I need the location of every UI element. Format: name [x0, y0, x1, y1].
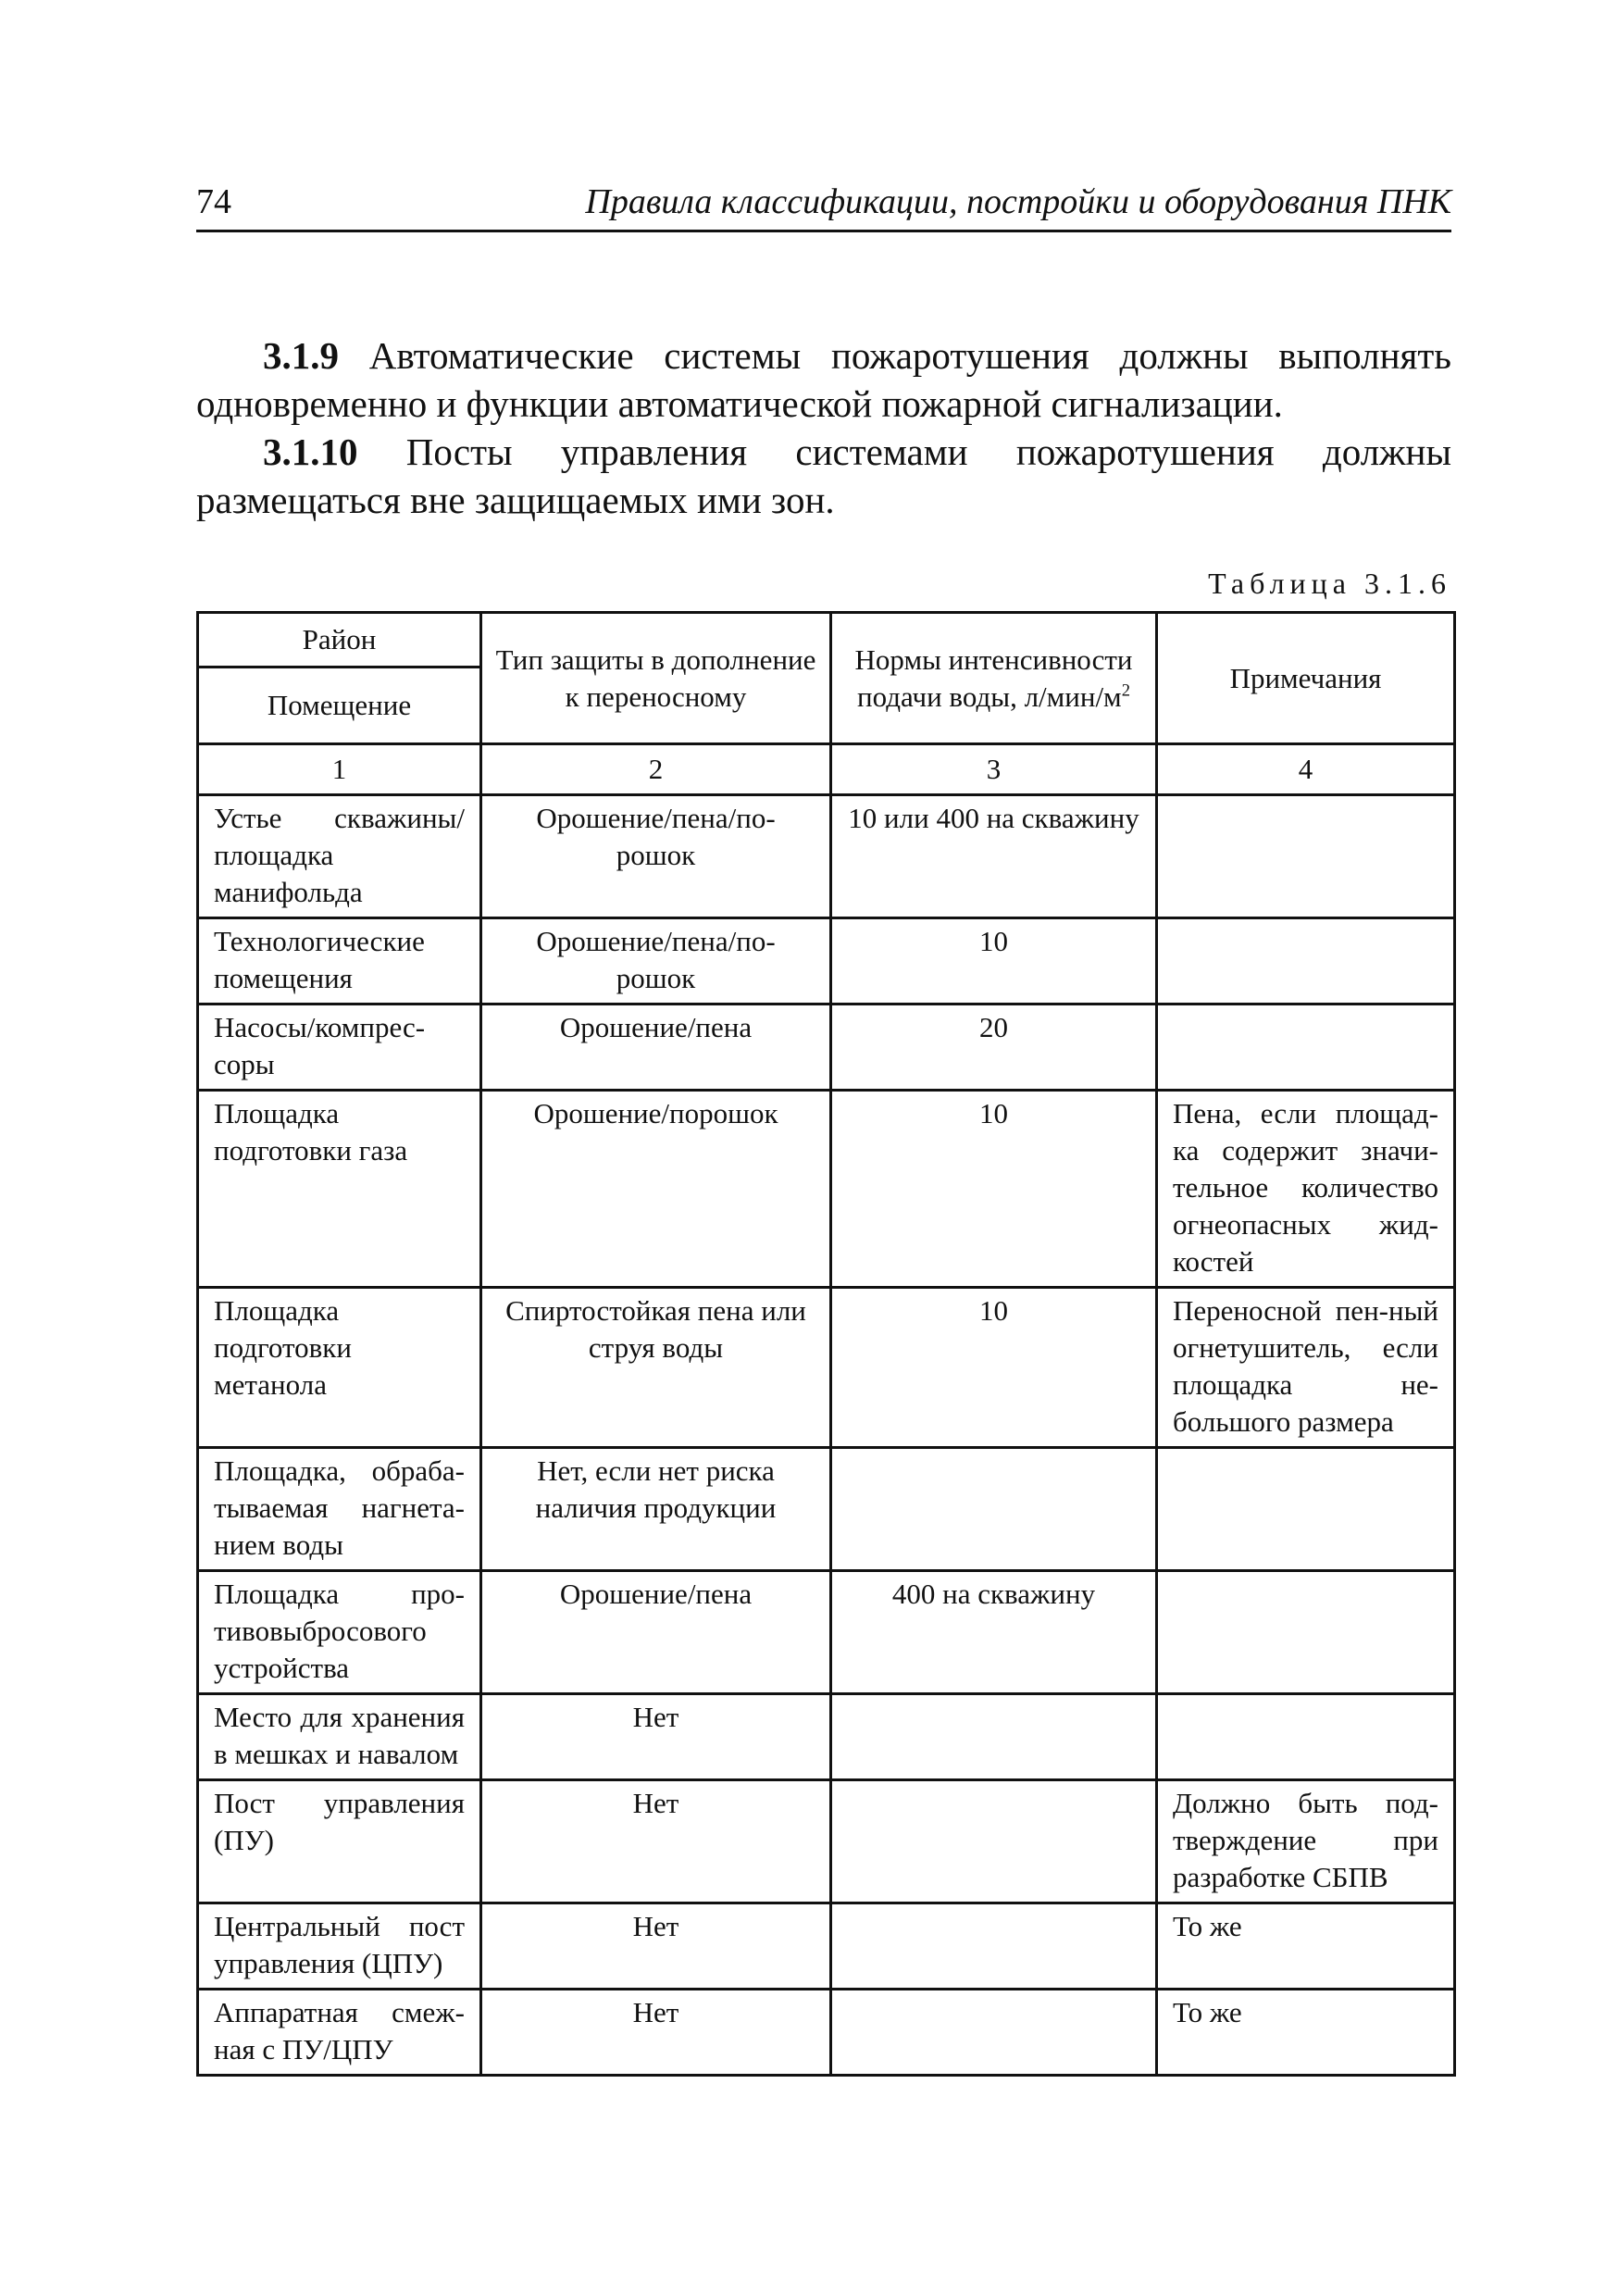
- cell-note: [1157, 918, 1455, 1004]
- paragraph-number: 3.1.10: [263, 430, 358, 473]
- table-row: [198, 1448, 1455, 1571]
- table-row: [198, 918, 1455, 1004]
- cell-note: [1157, 1694, 1455, 1780]
- table-row: [198, 1091, 1455, 1288]
- paragraph-3-1-9: [196, 331, 1451, 428]
- cell-norm: [831, 1903, 1157, 1990]
- table-row: [198, 1571, 1455, 1694]
- cell-norm: 10: [831, 1288, 1157, 1448]
- header-norms-superscript: 2: [1121, 680, 1130, 701]
- header-protection-type: Тип защиты в дополнение к переносному: [481, 613, 831, 744]
- table-row: [198, 795, 1455, 918]
- cell-note: [1157, 1448, 1455, 1571]
- table-body: [198, 744, 1455, 2076]
- cell-protection-type: Нет: [481, 1990, 831, 2076]
- cell-protection-type: Орошение/пена/по-рошок: [481, 795, 831, 918]
- cell-norm: 20: [831, 1004, 1157, 1091]
- cell-region: Площадка, обраба-тываемая нагнета-нием воды: [198, 1448, 481, 1571]
- header-norms: [831, 613, 1157, 744]
- header-norms-text: Нормы интенсивности подачи воды, л/мин/м: [854, 643, 1133, 713]
- table-caption: Таблица 3.1.6: [1208, 567, 1451, 600]
- cell-norm: 400 на скважину: [831, 1571, 1157, 1694]
- cell-protection-type: Спиртостойкая пена или струя воды: [481, 1288, 831, 1448]
- header-row: [198, 613, 1455, 668]
- cell-protection-type: Нет: [481, 1694, 831, 1780]
- cell-region: Площадка про-тивовыбросового устройства: [198, 1571, 481, 1694]
- paragraph-text: Автоматические системы пожаротушения должны выполнять одновременно и функции автоматической пожарной сигнализации.: [196, 334, 1451, 425]
- cell-norm: [831, 1694, 1157, 1780]
- cell-note: Переносной пен-ный огнетушитель, если площадка не-большого размера: [1157, 1288, 1455, 1448]
- cell-region: Пост управления (ПУ): [198, 1780, 481, 1903]
- column-number: 1: [198, 744, 481, 795]
- running-title: Правила классификации, постройки и оборудования ПНК: [585, 182, 1451, 221]
- cell-region: Насосы/компрес-соры: [198, 1004, 481, 1091]
- cell-note: Пена, если площад-ка содержит значи-тельное количество огнеопасных жид-костей: [1157, 1091, 1455, 1288]
- table-row: [198, 1990, 1455, 2076]
- table-row: [198, 1004, 1455, 1091]
- header-region: Район: [198, 613, 481, 668]
- cell-note: То же: [1157, 1903, 1455, 1990]
- page-header: [196, 174, 1451, 232]
- cell-region: Центральный пост управления (ЦПУ): [198, 1903, 481, 1990]
- column-number: 4: [1157, 744, 1455, 795]
- cell-norm: [831, 1448, 1157, 1571]
- cell-region: Технологические помещения: [198, 918, 481, 1004]
- header-notes: Примечания: [1157, 613, 1455, 744]
- cell-norm: 10: [831, 1091, 1157, 1288]
- body-text: [196, 331, 1451, 524]
- cell-protection-type: Нет: [481, 1903, 831, 1990]
- column-number: 2: [481, 744, 831, 795]
- cell-norm: 10 или 400 на скважину: [831, 795, 1157, 918]
- cell-norm: [831, 1780, 1157, 1903]
- cell-region: Место для хранения в мешках и навалом: [198, 1694, 481, 1780]
- paragraph-3-1-10: [196, 428, 1451, 524]
- cell-protection-type: Орошение/пена: [481, 1571, 831, 1694]
- table-row: [198, 1903, 1455, 1990]
- cell-protection-type: Нет: [481, 1780, 831, 1903]
- cell-region: Аппаратная смеж-ная с ПУ/ЦПУ: [198, 1990, 481, 2076]
- table-row: [198, 1780, 1455, 1903]
- cell-note: [1157, 1571, 1455, 1694]
- cell-region: Площадка подготовки метанола: [198, 1288, 481, 1448]
- paragraph-text: Посты управления системами пожаротушения должны размещаться вне защищаемых ими зон.: [196, 430, 1451, 521]
- paragraph-number: 3.1.9: [263, 334, 339, 377]
- cell-norm: 10: [831, 918, 1157, 1004]
- cell-protection-type: Нет, если нет риска наличия продукции: [481, 1448, 831, 1571]
- page-number: 74: [196, 182, 231, 221]
- cell-note: То же: [1157, 1990, 1455, 2076]
- cell-note: [1157, 1004, 1455, 1091]
- cell-norm: [831, 1990, 1157, 2076]
- table-row: [198, 1288, 1455, 1448]
- cell-region: Площадка подготовки газа: [198, 1091, 481, 1288]
- column-number: 3: [831, 744, 1157, 795]
- cell-protection-type: Орошение/порошок: [481, 1091, 831, 1288]
- column-number-row: [198, 744, 1455, 795]
- cell-protection-type: Орошение/пена: [481, 1004, 831, 1091]
- cell-protection-type: Орошение/пена/по-рошок: [481, 918, 831, 1004]
- cell-note: [1157, 795, 1455, 918]
- cell-note: Должно быть под-тверждение при разработке СБПВ: [1157, 1780, 1455, 1903]
- cell-region: Устье скважины/ площадка манифольда: [198, 795, 481, 918]
- table-row: [198, 1694, 1455, 1780]
- header-room: Помещение: [198, 668, 481, 744]
- fire-protection-table: [196, 611, 1456, 2077]
